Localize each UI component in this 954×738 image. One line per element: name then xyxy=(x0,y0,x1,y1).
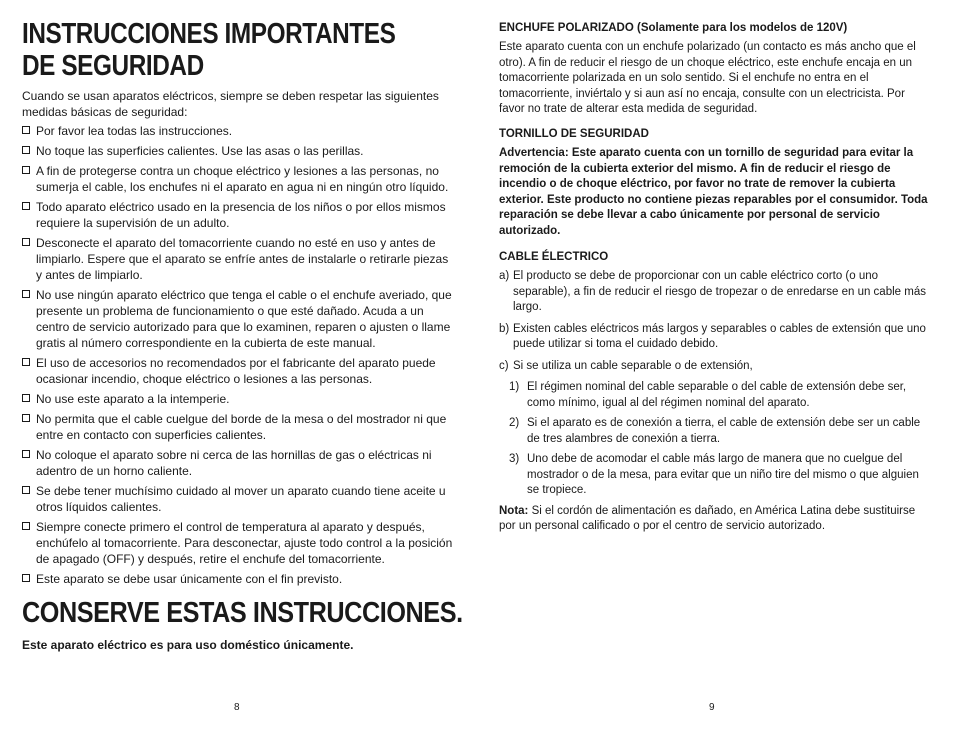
polarized-plug-section xyxy=(499,21,929,118)
usage-note: Este aparato eléctrico es para uso doméstico únicamente. xyxy=(22,638,354,652)
list-item: 2) Si el aparato es de conexión a tierra, el cable de extensión debe ser un cable de tres alambres de conexión a tierra. xyxy=(509,417,921,445)
list-item: A fin de protegerse contra un choque eléctrico y lesiones a las personas, no sumerja el cable, los enchufes ni el aparato en agua ni en ningún otro líquido. xyxy=(22,163,454,195)
list-item: b) Existen cables eléctricos más largos y separables o cables de extensión que uno puede utilizar si toma el cuidado debido. xyxy=(499,322,926,350)
plug-heading: ENCHUFE POLARIZADO (Solamente para los modelos de 120V) xyxy=(499,22,848,34)
note-text: Si el cordón de alimentación es dañado, en América Latina debe sustituirse por un personal calificado o por el centro de servicio autorizado. xyxy=(499,504,916,532)
list-item: Por favor lea todas las instrucciones. xyxy=(22,123,454,139)
checkbox-bullet-icon xyxy=(22,126,30,134)
page-title xyxy=(22,18,459,82)
list-item: Este aparato se debe usar únicamente con el fin previsto. xyxy=(22,571,454,587)
title-line-2: DE SEGURIDAD xyxy=(22,50,204,82)
checkbox-bullet-icon xyxy=(22,414,30,422)
list-item: 3) Uno debe de acomodar el cable más largo de manera que no cuelgue del mostrador o de la mesa, para evitar que un niño tire del mismo o que alguien se tropiece. xyxy=(509,453,919,496)
intro-text: Cuando se usan aparatos eléctricos, siempre se deben respetar las siguientes medidas básicas de seguridad: xyxy=(22,89,439,119)
list-item: Se debe tener muchísimo cuidado al mover un aparato cuando tiene aceite u otros líquidos calientes. xyxy=(22,483,454,515)
list-item: Desconecte el aparato del tomacorriente cuando no esté en uso y antes de limpiarlo. Espere que el aparato se enfríe antes de instalarle o retirarle piezas y antes de limpiarlo. xyxy=(22,235,454,283)
checkbox-bullet-icon xyxy=(22,290,30,298)
electric-cable-section xyxy=(499,250,929,535)
screw-text: Advertencia: Este aparato cuenta con un tornillo de seguridad para evitar la remoción de la cubierta exterior del mismo. A fin de reducir el riesgo de incendio o de choque eléctrico, por favor no trate de remover la cubierta exterior. Este producto no contiene piezas reparables por el consumidor. Toda reparación se debe llevar a cabo únicamente por personal de servicio autorizado. xyxy=(499,147,928,237)
checkbox-bullet-icon xyxy=(22,574,30,582)
screw-heading: TORNILLO DE SEGURIDAD xyxy=(499,128,649,140)
note-paragraph xyxy=(499,504,929,535)
list-item: No permita que el cable cuelgue del borde de la mesa o del mostrador ni que entre en contacto con superficies calientes. xyxy=(22,411,454,443)
plug-text: Este aparato cuenta con un enchufe polarizado (un contacto es más ancho que el otro). A fin de reducir el riesgo de un choque eléctrico, este enchufe encaja en un tomacorriente polarizada en un solo sentido. Si el enchufe no entra en el tomacorriente, inviértalo y si aun así no encaja, consulte con un electricista. Por favor no trate de alterar esta medida de seguridad. xyxy=(499,41,916,115)
list-item: a) El producto se debe de proporcionar con un cable eléctrico corto (o uno separable), a fin de reducir el riesgo de tropezar o de enredarse en un cable más largo. xyxy=(499,270,926,313)
page-number: 8 xyxy=(234,702,240,713)
list-item: Todo aparato eléctrico usado en la presencia de los niños o por ellos mismos requiere la supervisión de un adulto. xyxy=(22,199,454,231)
checkbox-bullet-icon xyxy=(22,238,30,246)
list-item: No use este aparato a la intemperie. xyxy=(22,391,454,407)
safety-list xyxy=(22,123,454,591)
checkbox-bullet-icon xyxy=(22,202,30,210)
cable-list xyxy=(499,269,929,499)
list-item: No use ningún aparato eléctrico que tenga el cable o el enchufe averiado, que presente un problema de funcionamiento o que esté dañado. Acuda a un centro de servicio autorizado para que lo examinen, reparen o ajusten o llame gratis al número correspondiente en la cubierta de este manual. xyxy=(22,287,454,351)
list-item: c) Si se utiliza un cable separable o de extensión, xyxy=(499,359,753,372)
checkbox-bullet-icon xyxy=(22,166,30,174)
page-number: 9 xyxy=(709,702,715,713)
list-item: No coloque el aparato sobre ni cerca de las hornillas de gas o eléctricas ni adentro de un horno caliente. xyxy=(22,447,454,479)
checkbox-bullet-icon xyxy=(22,394,30,402)
checkbox-bullet-icon xyxy=(22,450,30,458)
conserve-heading: CONSERVE ESTAS INSTRUCCIONES. xyxy=(22,597,463,629)
list-item: 1) El régimen nominal del cable separable o del cable de extensión debe ser, como mínimo, igual al del régimen nominal del aparato. xyxy=(509,381,907,409)
list-item: Siempre conecte primero el control de temperatura al aparato y después, enchúfelo al tomacorriente. Para desconectar, ajuste todo control a la posición de apagado (OFF) y después, retire el enchufe del tomacorriente. xyxy=(22,519,454,567)
checkbox-bullet-icon xyxy=(22,486,30,494)
cable-heading: CABLE ÉLECTRICO xyxy=(499,251,609,263)
checkbox-bullet-icon xyxy=(22,358,30,366)
title-line-1: INSTRUCCIONES IMPORTANTES xyxy=(22,18,396,50)
security-screw-section xyxy=(499,127,929,239)
list-item: El uso de accesorios no recomendados por el fabricante del aparato puede ocasionar incendio, choque eléctrico o lesiones a las personas. xyxy=(22,355,454,387)
checkbox-bullet-icon xyxy=(22,146,30,154)
note-label: Nota: xyxy=(499,504,529,517)
checkbox-bullet-icon xyxy=(22,522,30,530)
list-item: No toque las superficies calientes. Use las asas o las perillas. xyxy=(22,143,454,159)
